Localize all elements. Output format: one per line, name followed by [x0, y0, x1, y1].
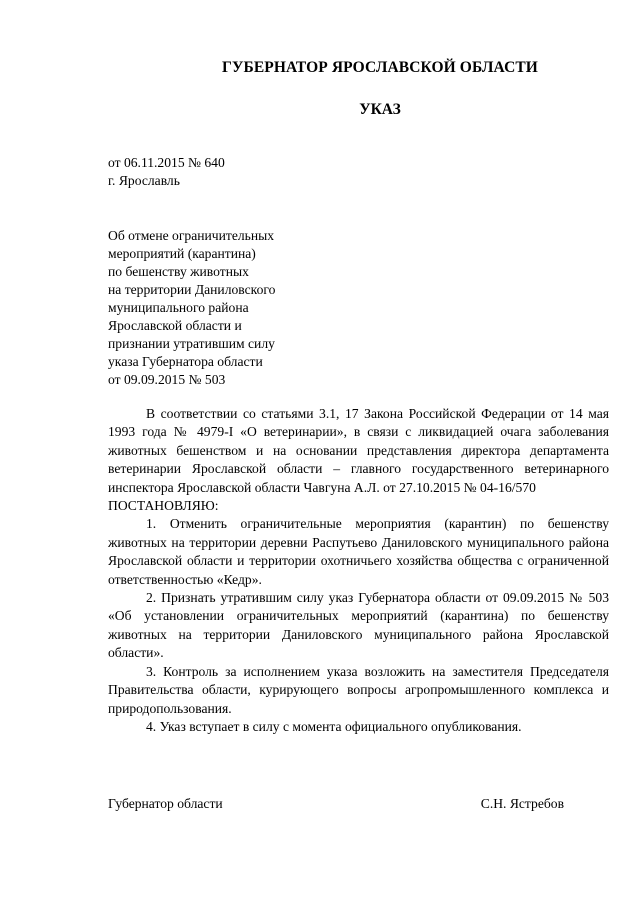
signature-block [108, 796, 564, 812]
subject-line: признании утратившим силу [108, 336, 275, 351]
preamble-paragraph: В соответствии со статьями 3.1, 17 Закона Российской Федерации от 14 мая 1993 года № 4979-I «О ветеринарии», в связи с ликвидацией очага заболевания животных бешенством и на основании представления директора департамента ветеринарии Ярославской области – главного государственного ветеринарного инспектора Ярославской области Чавгуна А.Л. от 27.10.2015 № 04-16/570 [108, 406, 609, 495]
decree-item-1: 1. Отменить ограничительные мероприятия (карантин) по бешенству животных на территории деревни Распутьево Даниловского муниципального района Ярославской области и территории охотничьего хозяйства общества с ограниченной ответственностью «Кедр». [108, 516, 609, 587]
document-date-number: от 06.11.2015 № 640 [108, 155, 225, 170]
subject-line: по бешенству животных [108, 264, 249, 279]
document-subject [108, 227, 368, 389]
decree-item-4: 4. Указ вступает в силу с момента официального опубликования. [146, 718, 522, 734]
document-body [108, 405, 609, 736]
subject-line: Об отмене ограничительных [108, 228, 275, 243]
document-authority: ГУБЕРНАТОР ЯРОСЛАВСКОЙ ОБЛАСТИ [222, 59, 538, 76]
subject-line: Ярославской области и [108, 318, 242, 333]
document-type: УКАЗ [359, 101, 401, 118]
signatory-position: Губернатор области [108, 796, 223, 811]
decree-item-2: 2. Признать утратившим силу указ Губернатора области от 09.09.2015 № 503 «Об установлении ограничительных мероприятий (карантина) по бешенству животных на территории Даниловского муниципального района Ярославской области». [108, 590, 609, 661]
decree-word: ПОСТАНОВЛЯЮ: [108, 498, 219, 514]
document-city: г. Ярославль [108, 173, 180, 188]
subject-line: мероприятий (карантина) [108, 246, 256, 261]
subject-line: указа Губернатора области [108, 354, 263, 369]
subject-line: от 09.09.2015 № 503 [108, 372, 226, 387]
subject-line: на территории Даниловского [108, 282, 276, 297]
decree-item-3: 3. Контроль за исполнением указа возложить на заместителя Председателя Правительства области, курирующего вопросы агропромышленного комплекса и природопользования. [108, 663, 609, 716]
signatory-name: С.Н. Ястребов [480, 796, 564, 811]
document-meta [108, 154, 225, 190]
subject-line: муниципального района [108, 300, 249, 315]
